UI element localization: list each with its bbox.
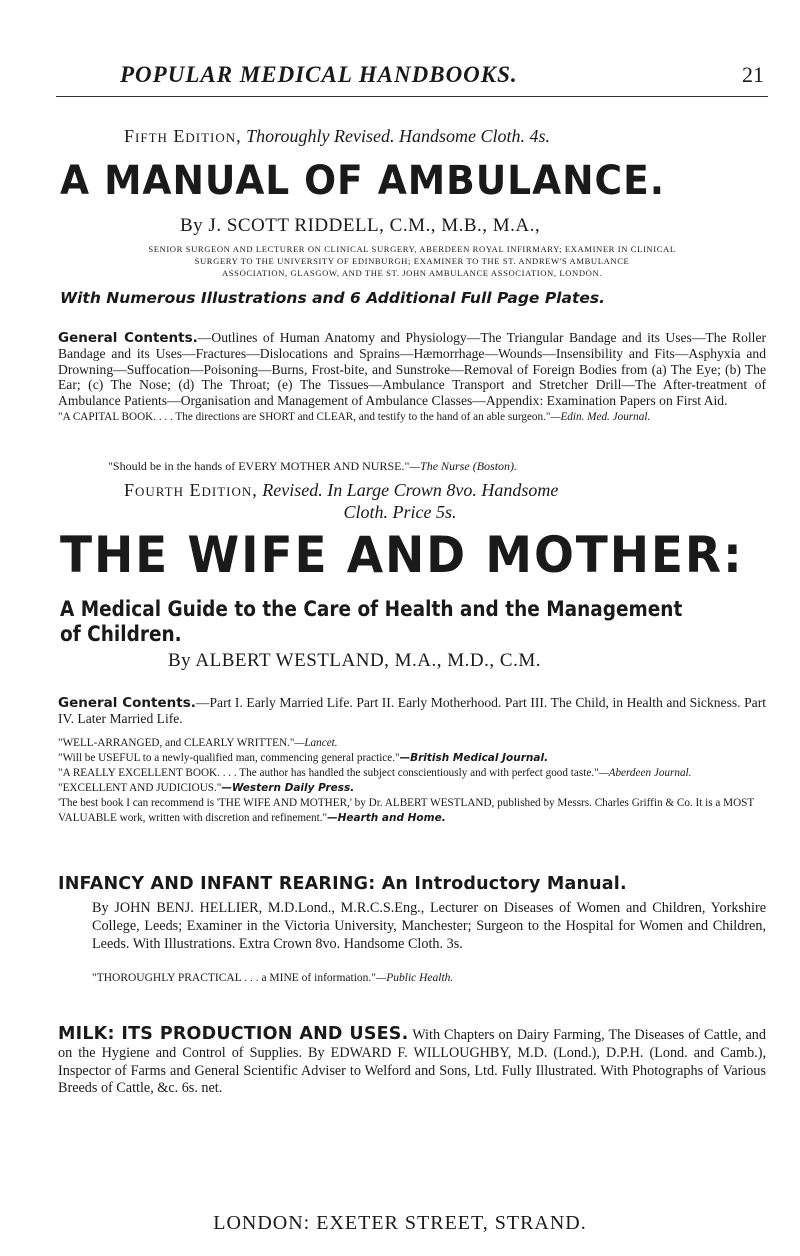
book2-edition-label: Fourth Edition, <box>124 480 258 500</box>
book1-contents <box>58 330 766 408</box>
book2-review-5-text: 'The best book I can recommend is 'THE WIFE AND MOTHER,' by Dr. ALBERT WESTLAND, published by Messrs. Charles Griffin & Co. It is a MOST VALUABLE work, written with discretion and refinement." <box>58 797 755 824</box>
book2-review-3-text: "A REALLY EXCELLENT BOOK. . . . The author has handled the subject conscientiously and with perfect good taste." <box>58 767 599 779</box>
book2-contents <box>58 695 766 727</box>
running-title: POPULAR MEDICAL HANDBOOKS. <box>120 62 518 87</box>
book1-edition <box>124 126 550 147</box>
book2-review-4-text: "EXCELLENT AND JUDICIOUS." <box>58 782 222 794</box>
book2-title: THE WIFE AND MOTHER: <box>60 526 744 584</box>
book2-review-4-source: —Western Daily Press. <box>221 782 355 794</box>
book2-contents-text: —Part I. Early Married Life. Part II. Early Motherhood. Part III. The Child, in Health and Sickness. Part IV. Later Married Life. <box>58 695 766 727</box>
book2-edition <box>124 480 558 501</box>
page-number: 21 <box>742 62 764 87</box>
header-rule <box>56 96 768 97</box>
book1-edition-label: Fifth Edition, <box>124 126 242 146</box>
book1-credentials-line-3: ASSOCIATION, GLASGOW, AND THE ST. JOHN AMBULANCE ASSOCIATION, LONDON. <box>222 268 602 278</box>
book3-review-source: —Public Health. <box>376 972 454 984</box>
book2-pre-quote: "Should be in the hands of EVERY MOTHER AND NURSE." <box>108 459 410 473</box>
book1-subtitle: With Numerous Illustrations and 6 Additional Full Page Plates. <box>60 289 605 307</box>
book3-review <box>92 972 453 985</box>
book2-subtitle: A Medical Guide to the Care of Health and the Management of Children. <box>60 597 683 647</box>
book2-review-3-source: —Aberdeen Journal. <box>598 767 692 779</box>
book2-review-4 <box>58 781 766 796</box>
book2-pre-review <box>108 460 517 473</box>
book2-pre-source: —The Nurse (Boston). <box>409 459 518 473</box>
book4-body: With Chapters on Dairy Farming, The Diseases of Cattle, and on the Hygiene and Control of Supplies. By EDWARD F. WILLOUGHBY, M.D. (Lond.), D.P.H. (Lond. and Camb.), Inspector of Farms and General Scientific Adviser to Welford and Sons, Ltd. Fully Illustrated. With Photographs of Various Breeds of Cattle, &c. 6s. net. <box>58 1027 766 1097</box>
book4-entry <box>58 1026 766 1098</box>
book1-byline: By J. SCOTT RIDDELL, C.M., M.B., M.A., <box>180 215 541 236</box>
book1-contents-text: —Outlines of Human Anatomy and Physiology—The Triangular Bandage and its Uses—The Roller Bandage and its Uses—Fractures—Dislocations and Sprains—Hæmorrhage—Wounds—Insensibility and Fits—Asphyxia and Drowning—Suffocation—Poisoning—Burns, Frost-bite, and Sunstroke—Removal of Foreign Bodies from (a) The Eye; (b) The Ear; (c) The Nose; (d) The Throat; (e) The Tissues—Ambulance Transport and Stretcher Drill—The After-treatment of Ambulance Patients—Organisation and Management of Ambulance Classes—Appendix: Examination Papers on First Aid. <box>58 330 767 408</box>
book1-review <box>58 411 766 424</box>
book4-title: MILK: ITS PRODUCTION AND USES. <box>58 1024 409 1044</box>
book1-edition-detail: Thoroughly Revised. Handsome Cloth. 4s. <box>246 126 550 146</box>
book2-edition-detail-2: Cloth. Price 5s. <box>343 502 457 522</box>
book2-review-5 <box>58 796 766 826</box>
book2-byline: By ALBERT WESTLAND, M.A., M.D., C.M. <box>168 650 541 671</box>
book1-credentials-line-1: SENIOR SURGEON AND LECTURER ON CLINICAL SURGERY, ABERDEEN ROYAL INFIRMARY; EXAMINER IN CLINICAL <box>148 244 676 254</box>
book1-credentials-line-2: SURGERY TO THE UNIVERSITY OF EDINBURGH; EXAMINER TO THE ST. ANDREW'S AMBULANCE <box>194 256 630 266</box>
book2-review-3 <box>58 766 766 781</box>
book2-reviews <box>58 736 766 826</box>
book2-review-1-source: —Lancet. <box>294 737 338 749</box>
book1-title: A MANUAL OF AMBULANCE. <box>60 158 665 204</box>
book1-contents-label: General Contents. <box>58 330 198 346</box>
book2-review-5-source: —Hearth and Home. <box>327 812 446 824</box>
book2-review-2 <box>58 751 766 766</box>
book2-contents-label: General Contents. <box>58 695 196 711</box>
book1-credentials <box>56 243 768 279</box>
book1-review-quote: "A CAPITAL BOOK. . . . The directions are SHORT and CLEAR, and testify to the hand of an able surgeon." <box>58 411 551 423</box>
book2-review-2-source: —British Medical Journal. <box>399 752 549 764</box>
book3-body: By JOHN BENJ. HELLIER, M.D.Lond., M.R.C.S.Eng., Lecturer on Diseases of Women and Children, Yorkshire College, Leeds; Examiner in the Victoria University, Manchester; Surgeon to the Hospital for Women and Children, Leeds. With Illustrations. Extra Crown 8vo. Handsome Cloth. 3s. <box>92 900 766 952</box>
book1-review-source: —Edin. Med. Journal. <box>550 411 651 423</box>
book2-edition-line-2 <box>0 502 800 523</box>
publisher-imprint: LONDON: EXETER STREET, STRAND. <box>213 1212 587 1234</box>
book2-review-2-text: "Will be USEFUL to a newly-qualified man, commencing general practice." <box>58 752 400 764</box>
book2-edition-detail-1: Revised. In Large Crown 8vo. Handsome <box>262 480 559 500</box>
book3-review-text: "THOROUGHLY PRACTICAL . . . a MINE of information." <box>92 972 376 984</box>
book2-review-1-text: "WELL-ARRANGED, and CLEARLY WRITTEN." <box>58 737 295 749</box>
book2-review-1 <box>58 736 766 751</box>
book3-title: INFANCY AND INFANT REARING: An Introductory Manual. <box>58 874 627 894</box>
